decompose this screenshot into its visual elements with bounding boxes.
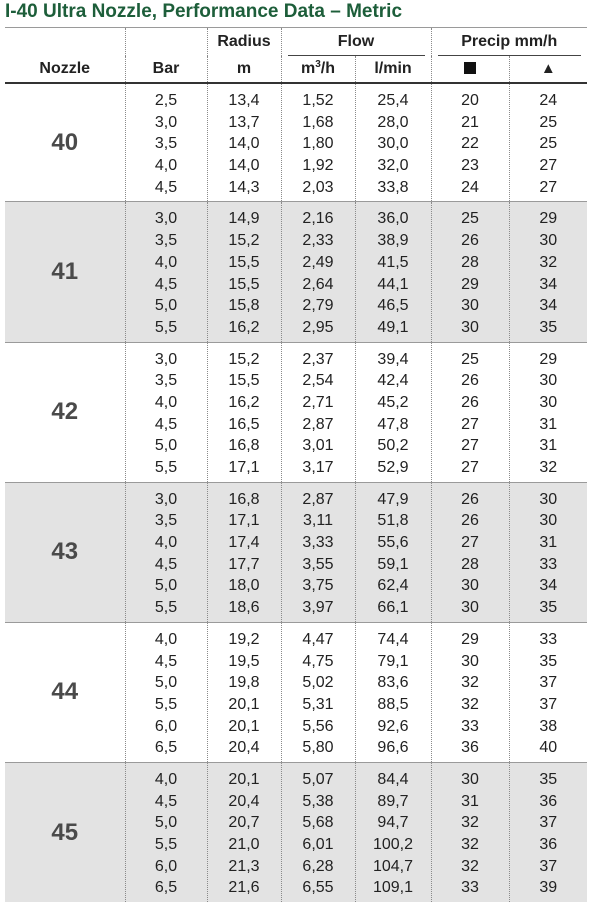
cell-flow-m3h: 6,55 bbox=[302, 879, 334, 897]
cell-bar: 4,5 bbox=[154, 652, 178, 670]
header-radius: Radius bbox=[207, 28, 281, 57]
cell-flow-m3h: 2,79 bbox=[302, 297, 334, 315]
cell-radius-m: 17,4 bbox=[228, 534, 260, 552]
cell-flow-lmin: 30,0 bbox=[377, 135, 409, 153]
cell-flow-m3h: 1,92 bbox=[302, 157, 334, 175]
cell-radius-m: 15,8 bbox=[228, 297, 260, 315]
cell-flow-m3h: 2,64 bbox=[302, 275, 334, 293]
cell-flow-m3h: 5,38 bbox=[302, 792, 334, 810]
cell-precip-triangle: 29 bbox=[539, 210, 558, 228]
cell-flow-lmin: 32,0 bbox=[377, 157, 409, 175]
cell-flow-m3h: 3,33 bbox=[302, 534, 334, 552]
cell-precip-square: 29 bbox=[461, 630, 479, 648]
cell-radius-m: 17,7 bbox=[228, 555, 260, 573]
cell-radius-m: 13,7 bbox=[228, 113, 260, 131]
column-bar bbox=[125, 202, 207, 342]
cell-flow-lmin: 84,4 bbox=[377, 770, 409, 788]
cell-precip-square: 30 bbox=[461, 599, 479, 617]
cell-precip-triangle: 32 bbox=[539, 459, 558, 476]
cell-precip-triangle: 39 bbox=[539, 879, 558, 897]
cell-flow-m3h: 2,71 bbox=[302, 393, 334, 411]
cell-flow-m3h: 5,80 bbox=[302, 739, 334, 757]
cell-precip-square: 27 bbox=[461, 459, 479, 476]
cell-bar: 4,0 bbox=[154, 253, 178, 271]
cell-flow-lmin: 49,1 bbox=[377, 318, 409, 336]
cell-precip-square: 30 bbox=[461, 297, 479, 315]
cell-precip-triangle: 31 bbox=[539, 437, 558, 455]
cell-precip-square: 25 bbox=[461, 350, 479, 368]
nozzle-number: 40 bbox=[5, 83, 125, 202]
column-flow-m3h bbox=[281, 482, 355, 622]
cell-precip-square: 30 bbox=[461, 770, 479, 788]
cell-precip-triangle: 35 bbox=[539, 652, 558, 670]
table-row bbox=[5, 622, 587, 762]
header-m3h-superscript: 3 bbox=[315, 59, 321, 70]
column-precip-triangle bbox=[509, 482, 587, 622]
cell-bar: 4,5 bbox=[154, 415, 178, 433]
cell-flow-m3h: 3,75 bbox=[302, 577, 334, 595]
cell-flow-lmin: 38,9 bbox=[377, 232, 409, 250]
cell-radius-m: 16,2 bbox=[228, 318, 260, 336]
cell-flow-lmin: 79,1 bbox=[377, 652, 409, 670]
column-bar bbox=[125, 622, 207, 762]
cell-flow-lmin: 74,4 bbox=[377, 630, 409, 648]
cell-precip-square: 32 bbox=[461, 857, 479, 875]
cell-radius-m: 16,8 bbox=[228, 437, 260, 455]
cell-flow-m3h: 3,17 bbox=[302, 459, 334, 476]
cell-bar: 6,0 bbox=[154, 857, 178, 875]
cell-precip-square: 27 bbox=[461, 415, 479, 433]
cell-bar: 3,0 bbox=[154, 210, 178, 228]
cell-precip-triangle: 33 bbox=[539, 555, 558, 573]
cell-precip-square: 26 bbox=[461, 393, 479, 411]
cell-precip-triangle: 25 bbox=[539, 113, 558, 131]
cell-precip-square: 29 bbox=[461, 275, 479, 293]
cell-bar: 6,5 bbox=[154, 879, 178, 897]
cell-flow-lmin: 47,9 bbox=[377, 490, 409, 508]
cell-precip-square: 26 bbox=[461, 232, 479, 250]
header-flow: Flow bbox=[281, 28, 431, 57]
column-flow-lmin bbox=[355, 83, 431, 202]
cell-precip-square: 27 bbox=[461, 534, 479, 552]
cell-radius-m: 20,1 bbox=[228, 770, 260, 788]
cell-radius-m: 20,4 bbox=[228, 792, 260, 810]
header-nozzle: Nozzle bbox=[5, 56, 125, 83]
cell-bar: 3,0 bbox=[154, 350, 178, 368]
column-precip-triangle bbox=[509, 202, 587, 342]
cell-radius-m: 17,1 bbox=[228, 459, 260, 476]
cell-bar: 2,5 bbox=[154, 92, 178, 109]
cell-precip-triangle: 38 bbox=[539, 717, 558, 735]
column-bar bbox=[125, 762, 207, 902]
cell-precip-square: 32 bbox=[461, 836, 479, 853]
cell-precip-triangle: 30 bbox=[539, 490, 558, 508]
cell-radius-m: 15,2 bbox=[228, 232, 260, 250]
cell-flow-lmin: 44,1 bbox=[377, 275, 409, 293]
cell-flow-lmin: 45,2 bbox=[377, 393, 409, 411]
cell-radius-m: 21,0 bbox=[228, 836, 260, 853]
cell-radius-m: 16,2 bbox=[228, 393, 260, 411]
cell-precip-square: 26 bbox=[461, 512, 479, 530]
cell-precip-triangle: 37 bbox=[539, 814, 558, 832]
cell-flow-lmin: 92,6 bbox=[377, 717, 409, 735]
cell-radius-m: 19,2 bbox=[228, 630, 260, 648]
cell-bar: 4,5 bbox=[154, 555, 178, 573]
column-radius-m bbox=[207, 342, 281, 482]
nozzle-group bbox=[5, 482, 587, 622]
cell-bar: 5,0 bbox=[154, 297, 178, 315]
cell-bar: 6,0 bbox=[154, 717, 178, 735]
table-row bbox=[5, 762, 587, 902]
column-flow-lmin bbox=[355, 762, 431, 902]
cell-precip-square: 27 bbox=[461, 437, 479, 455]
cell-flow-lmin: 83,6 bbox=[377, 674, 409, 692]
square-icon bbox=[464, 62, 476, 74]
column-flow-m3h bbox=[281, 762, 355, 902]
cell-flow-m3h: 5,56 bbox=[302, 717, 334, 735]
column-flow-lmin bbox=[355, 482, 431, 622]
cell-precip-triangle: 36 bbox=[539, 836, 558, 853]
column-radius-m bbox=[207, 202, 281, 342]
cell-flow-m3h: 1,68 bbox=[302, 113, 334, 131]
header-blank-bar bbox=[125, 28, 207, 57]
cell-bar: 4,0 bbox=[154, 393, 178, 411]
cell-precip-triangle: 35 bbox=[539, 770, 558, 788]
cell-flow-lmin: 62,4 bbox=[377, 577, 409, 595]
cell-flow-lmin: 42,4 bbox=[377, 372, 409, 390]
cell-radius-m: 15,5 bbox=[228, 372, 260, 390]
cell-precip-triangle: 32 bbox=[539, 253, 558, 271]
column-precip-triangle bbox=[509, 762, 587, 902]
cell-radius-m: 13,4 bbox=[228, 92, 260, 109]
cell-flow-lmin: 55,6 bbox=[377, 534, 409, 552]
cell-precip-square: 30 bbox=[461, 652, 479, 670]
cell-flow-m3h: 5,07 bbox=[302, 770, 334, 788]
cell-bar: 5,5 bbox=[154, 459, 178, 476]
nozzle-group bbox=[5, 342, 587, 482]
cell-flow-m3h: 3,01 bbox=[302, 437, 334, 455]
cell-precip-triangle: 25 bbox=[539, 135, 558, 153]
cell-flow-lmin: 25,4 bbox=[377, 92, 409, 109]
table-row bbox=[5, 202, 587, 342]
cell-bar: 5,5 bbox=[154, 836, 178, 853]
column-bar bbox=[125, 83, 207, 202]
cell-radius-m: 16,8 bbox=[228, 490, 260, 508]
cell-bar: 3,5 bbox=[154, 135, 178, 153]
cell-radius-m: 17,1 bbox=[228, 512, 260, 530]
table-row bbox=[5, 83, 587, 202]
cell-radius-m: 19,5 bbox=[228, 652, 260, 670]
cell-radius-m: 20,4 bbox=[228, 739, 260, 757]
cell-precip-square: 20 bbox=[461, 92, 479, 109]
cell-flow-m3h: 2,95 bbox=[302, 318, 334, 336]
cell-flow-lmin: 28,0 bbox=[377, 113, 409, 131]
header-precip-triangle bbox=[509, 56, 587, 83]
cell-precip-square: 26 bbox=[461, 490, 479, 508]
cell-flow-lmin: 47,8 bbox=[377, 415, 409, 433]
column-radius-m bbox=[207, 83, 281, 202]
cell-radius-m: 14,0 bbox=[228, 135, 260, 153]
cell-flow-m3h: 2,87 bbox=[302, 415, 334, 433]
cell-precip-square: 30 bbox=[461, 318, 479, 336]
cell-bar: 6,5 bbox=[154, 739, 178, 757]
triangle-icon: ▲ bbox=[540, 60, 556, 77]
cell-precip-square: 28 bbox=[461, 555, 479, 573]
cell-flow-lmin: 59,1 bbox=[377, 555, 409, 573]
cell-precip-triangle: 29 bbox=[539, 350, 558, 368]
header-m3h-tail: /h bbox=[320, 60, 335, 77]
cell-precip-triangle: 34 bbox=[539, 275, 558, 293]
cell-bar: 3,5 bbox=[154, 232, 178, 250]
nozzle-group bbox=[5, 762, 587, 902]
cell-precip-triangle: 34 bbox=[539, 297, 558, 315]
cell-precip-triangle: 35 bbox=[539, 599, 558, 617]
cell-flow-m3h: 3,97 bbox=[302, 599, 334, 617]
cell-precip-square: 33 bbox=[461, 717, 479, 735]
cell-flow-lmin: 46,5 bbox=[377, 297, 409, 315]
cell-radius-m: 20,7 bbox=[228, 814, 260, 832]
cell-radius-m: 18,0 bbox=[228, 577, 260, 595]
cell-flow-m3h: 3,11 bbox=[303, 512, 333, 530]
cell-precip-triangle: 37 bbox=[539, 857, 558, 875]
cell-precip-triangle: 30 bbox=[539, 393, 558, 411]
header-lmin: l/min bbox=[355, 56, 431, 83]
cell-bar: 4,5 bbox=[154, 275, 178, 293]
nozzle-group bbox=[5, 622, 587, 762]
nozzle-number: 41 bbox=[5, 202, 125, 342]
cell-flow-lmin: 36,0 bbox=[377, 210, 409, 228]
cell-flow-lmin: 100,2 bbox=[372, 836, 414, 853]
cell-flow-m3h: 4,47 bbox=[302, 630, 334, 648]
cell-precip-triangle: 30 bbox=[539, 232, 558, 250]
cell-bar: 4,0 bbox=[154, 770, 178, 788]
cell-flow-m3h: 2,33 bbox=[302, 232, 334, 250]
cell-bar: 4,5 bbox=[154, 792, 178, 810]
cell-flow-m3h: 5,02 bbox=[302, 674, 334, 692]
cell-precip-square: 36 bbox=[461, 739, 479, 757]
cell-precip-square: 24 bbox=[461, 178, 479, 196]
header-m3h-base: m bbox=[300, 60, 316, 77]
column-precip-square bbox=[431, 622, 509, 762]
cell-flow-lmin: 89,7 bbox=[377, 792, 409, 810]
cell-flow-m3h: 2,16 bbox=[302, 210, 334, 228]
cell-flow-lmin: 51,8 bbox=[377, 512, 409, 530]
cell-flow-lmin: 96,6 bbox=[377, 739, 409, 757]
cell-precip-triangle: 24 bbox=[539, 92, 558, 109]
cell-bar: 5,0 bbox=[154, 437, 178, 455]
cell-precip-triangle: 30 bbox=[539, 512, 558, 530]
cell-precip-square: 30 bbox=[461, 577, 479, 595]
cell-radius-m: 21,6 bbox=[228, 879, 260, 897]
table-header bbox=[5, 28, 587, 84]
header-precip-square bbox=[431, 56, 509, 83]
cell-radius-m: 15,5 bbox=[228, 275, 260, 293]
cell-bar: 3,0 bbox=[154, 113, 178, 131]
column-flow-m3h bbox=[281, 622, 355, 762]
cell-flow-m3h: 2,37 bbox=[302, 350, 334, 368]
cell-flow-lmin: 41,5 bbox=[377, 253, 409, 271]
column-precip-triangle bbox=[509, 622, 587, 762]
column-precip-square bbox=[431, 202, 509, 342]
column-bar bbox=[125, 342, 207, 482]
cell-bar: 5,5 bbox=[154, 599, 178, 617]
cell-precip-square: 33 bbox=[461, 879, 479, 897]
cell-bar: 5,0 bbox=[154, 814, 178, 832]
cell-flow-lmin: 94,7 bbox=[377, 814, 409, 832]
nozzle-number: 45 bbox=[5, 762, 125, 902]
cell-radius-m: 21,3 bbox=[228, 857, 260, 875]
cell-flow-lmin: 39,4 bbox=[377, 350, 409, 368]
cell-flow-m3h: 2,54 bbox=[302, 372, 334, 390]
cell-bar: 3,0 bbox=[154, 490, 178, 508]
header-m3h bbox=[281, 56, 355, 83]
cell-flow-m3h: 2,49 bbox=[302, 253, 334, 271]
column-precip-triangle bbox=[509, 342, 587, 482]
column-flow-lmin bbox=[355, 342, 431, 482]
column-flow-m3h bbox=[281, 83, 355, 202]
cell-precip-triangle: 34 bbox=[539, 577, 558, 595]
cell-flow-lmin: 109,1 bbox=[372, 879, 414, 897]
cell-flow-m3h: 3,55 bbox=[302, 555, 334, 573]
cell-bar: 4,0 bbox=[154, 157, 178, 175]
performance-table bbox=[5, 27, 587, 902]
cell-precip-triangle: 37 bbox=[539, 674, 558, 692]
cell-flow-lmin: 66,1 bbox=[377, 599, 409, 617]
column-radius-m bbox=[207, 482, 281, 622]
column-radius-m bbox=[207, 762, 281, 902]
column-flow-m3h bbox=[281, 202, 355, 342]
header-precip: Precip mm/h bbox=[431, 28, 587, 57]
cell-flow-m3h: 6,01 bbox=[302, 836, 334, 853]
cell-flow-lmin: 88,5 bbox=[377, 695, 409, 713]
column-flow-m3h bbox=[281, 342, 355, 482]
column-precip-triangle bbox=[509, 83, 587, 202]
cell-precip-square: 25 bbox=[461, 210, 479, 228]
cell-precip-triangle: 33 bbox=[539, 630, 558, 648]
cell-radius-m: 16,5 bbox=[228, 415, 260, 433]
nozzle-number: 44 bbox=[5, 622, 125, 762]
cell-precip-triangle: 31 bbox=[539, 534, 558, 552]
column-precip-square bbox=[431, 83, 509, 202]
cell-flow-m3h: 4,75 bbox=[302, 652, 334, 670]
cell-bar: 5,0 bbox=[154, 577, 178, 595]
cell-radius-m: 14,0 bbox=[228, 157, 260, 175]
cell-flow-m3h: 6,28 bbox=[302, 857, 334, 875]
cell-radius-m: 14,3 bbox=[228, 178, 260, 196]
cell-precip-triangle: 35 bbox=[539, 318, 558, 336]
header-m: m bbox=[207, 56, 281, 83]
column-flow-lmin bbox=[355, 202, 431, 342]
cell-precip-square: 32 bbox=[461, 695, 479, 713]
page-title: I-40 Ultra Nozzle, Performance Data – Metric bbox=[5, 1, 403, 22]
cell-radius-m: 18,6 bbox=[228, 599, 260, 617]
cell-precip-triangle: 31 bbox=[539, 415, 558, 433]
cell-precip-triangle: 40 bbox=[539, 739, 558, 757]
header-bar: Bar bbox=[125, 56, 207, 83]
nozzle-group bbox=[5, 202, 587, 342]
cell-precip-square: 26 bbox=[461, 372, 479, 390]
cell-precip-square: 23 bbox=[461, 157, 479, 175]
cell-precip-square: 21 bbox=[461, 113, 479, 131]
cell-bar: 4,5 bbox=[154, 178, 178, 196]
cell-bar: 5,0 bbox=[154, 674, 178, 692]
cell-radius-m: 19,8 bbox=[228, 674, 260, 692]
column-flow-lmin bbox=[355, 622, 431, 762]
column-bar bbox=[125, 482, 207, 622]
cell-precip-triangle: 30 bbox=[539, 372, 558, 390]
cell-bar: 5,5 bbox=[154, 695, 178, 713]
column-precip-square bbox=[431, 762, 509, 902]
cell-precip-square: 28 bbox=[461, 253, 479, 271]
nozzle-group bbox=[5, 83, 587, 202]
cell-bar: 5,5 bbox=[154, 318, 178, 336]
cell-precip-triangle: 27 bbox=[539, 178, 558, 196]
cell-flow-lmin: 33,8 bbox=[377, 178, 409, 196]
cell-bar: 3,5 bbox=[154, 512, 178, 530]
cell-flow-m3h: 5,68 bbox=[302, 814, 334, 832]
cell-flow-m3h: 1,80 bbox=[302, 135, 334, 153]
cell-precip-triangle: 27 bbox=[539, 157, 558, 175]
cell-precip-square: 31 bbox=[461, 792, 479, 810]
table-row bbox=[5, 482, 587, 622]
nozzle-number: 43 bbox=[5, 482, 125, 622]
cell-precip-square: 22 bbox=[461, 135, 479, 153]
cell-radius-m: 20,1 bbox=[228, 695, 260, 713]
cell-precip-triangle: 36 bbox=[539, 792, 558, 810]
cell-precip-triangle: 37 bbox=[539, 695, 558, 713]
column-precip-square bbox=[431, 342, 509, 482]
table-row bbox=[5, 342, 587, 482]
cell-flow-m3h: 1,52 bbox=[302, 92, 334, 109]
cell-bar: 3,5 bbox=[154, 372, 178, 390]
cell-bar: 4,0 bbox=[154, 630, 178, 648]
cell-precip-square: 32 bbox=[461, 674, 479, 692]
cell-flow-m3h: 2,03 bbox=[302, 178, 334, 196]
cell-radius-m: 15,5 bbox=[228, 253, 260, 271]
cell-radius-m: 20,1 bbox=[228, 717, 260, 735]
header-blank-nozzle bbox=[5, 28, 125, 57]
cell-radius-m: 15,2 bbox=[228, 350, 260, 368]
cell-radius-m: 14,9 bbox=[228, 210, 260, 228]
cell-flow-lmin: 52,9 bbox=[377, 459, 409, 476]
cell-bar: 4,0 bbox=[154, 534, 178, 552]
column-precip-square bbox=[431, 482, 509, 622]
cell-flow-lmin: 104,7 bbox=[372, 857, 414, 875]
nozzle-number: 42 bbox=[5, 342, 125, 482]
cell-flow-lmin: 50,2 bbox=[377, 437, 409, 455]
column-radius-m bbox=[207, 622, 281, 762]
cell-flow-m3h: 2,87 bbox=[302, 490, 334, 508]
header-group-row bbox=[5, 28, 587, 57]
cell-precip-square: 32 bbox=[461, 814, 479, 832]
cell-flow-m3h: 5,31 bbox=[302, 695, 334, 713]
header-unit-row bbox=[5, 56, 587, 83]
